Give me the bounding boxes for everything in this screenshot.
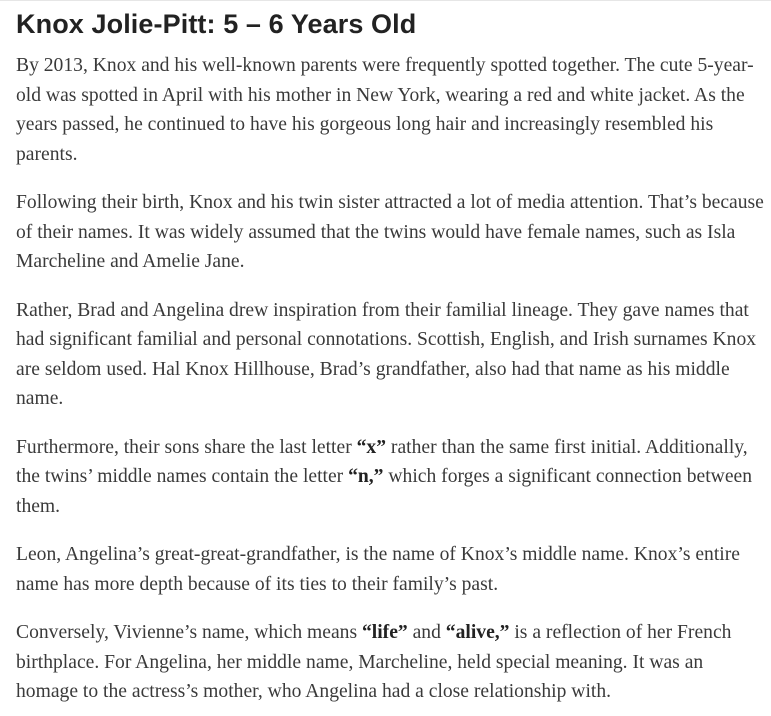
paragraph-6-text-c: is a reflection of her French birthplace. For Angelina, her middle name, Marcheline, held special meaning. It was an homage to the actress’s mother, who Angelina had a close relationship with. bbox=[16, 622, 732, 702]
section-heading: Knox Jolie-Pitt: 5 – 6 Years Old bbox=[16, 9, 417, 39]
paragraph-4 bbox=[16, 433, 768, 522]
quoted-word-alive: “alive,” bbox=[445, 622, 510, 643]
quoted-word-life: “life” bbox=[362, 622, 408, 643]
paragraph-3: Rather, Brad and Angelina drew inspiration from their familial lineage. They gave names that had significant familial and personal connotations. Scottish, English, and Irish surnames Knox are seldom used. Hal Knox Hillhouse, Brad’s grandfather, also had that name as his middle name. bbox=[16, 299, 757, 409]
paragraph-2: Following their birth, Knox and his twin sister attracted a lot of media attention. That’s because of their names. It was widely assumed that the twins would have female names, such as Isla Marcheline and Amelie Jane. bbox=[16, 192, 764, 272]
paragraph-4-text-a: Furthermore, their sons share the last letter bbox=[16, 436, 357, 458]
paragraph-6 bbox=[16, 618, 768, 707]
paragraph-1: By 2013, Knox and his well-known parents were frequently spotted together. The cute 5-year-old was spotted in April with his mother in New York, wearing a red and white jacket. As the years passed, he continued to have his gorgeous long hair and increasingly resembled his parents. bbox=[16, 55, 754, 165]
article-body bbox=[16, 0, 768, 707]
quoted-letter-n: “n,” bbox=[348, 466, 384, 487]
quoted-letter-x: “x” bbox=[356, 436, 387, 458]
paragraph-4-text-b: rather than the same first initial. Additionally, the twins’ middle names contain the letter bbox=[16, 436, 748, 487]
paragraph-6-text-a: Conversely, Vivienne’s name, which means bbox=[16, 622, 362, 643]
paragraph-5: Leon, Angelina’s great-great-grandfather, is the name of Knox’s middle name. Knox’s entire name has more depth because of its ties to their family’s past. bbox=[16, 544, 740, 595]
paragraph-4-text-c: which forges a significant connection between them. bbox=[16, 466, 753, 517]
paragraph-6-text-b: and bbox=[407, 622, 446, 643]
